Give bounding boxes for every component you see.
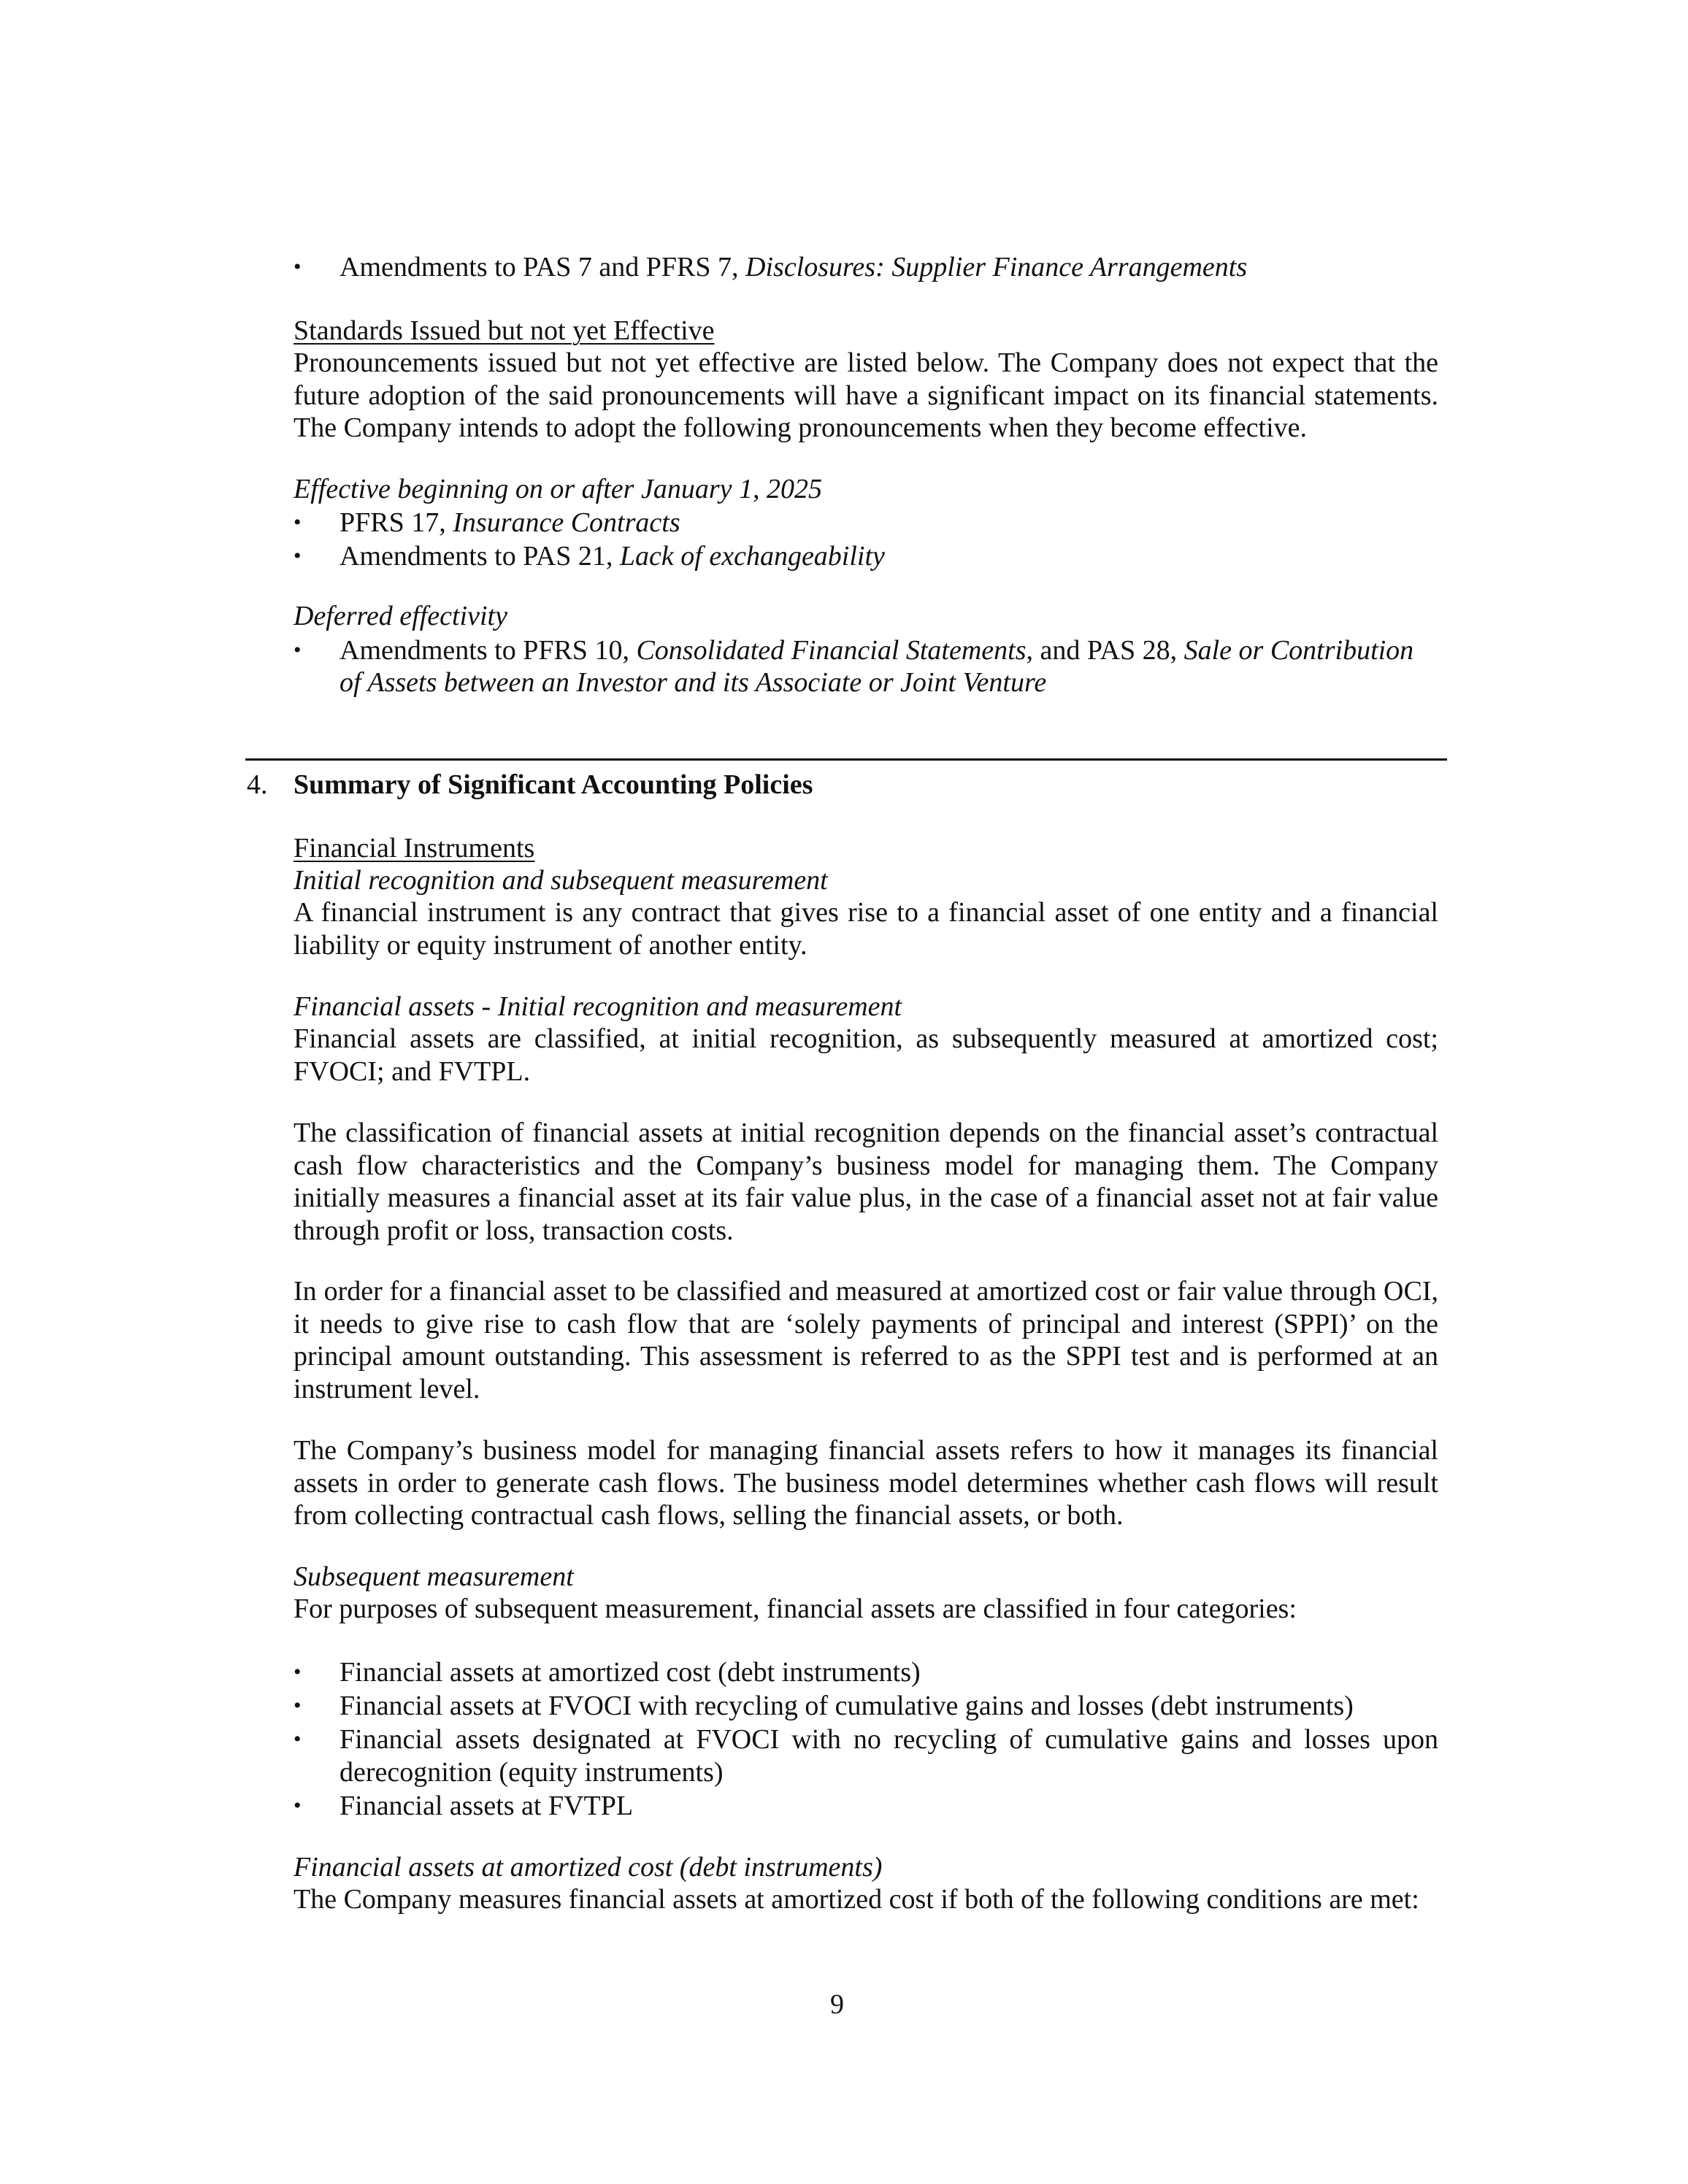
standards-heading: Standards Issued but not yet Effective (294, 315, 715, 346)
category-item: Financial assets at amortized cost (debt instruments) (339, 1657, 921, 1688)
financial-assets-initial-paragraph: Financial assets are classified, at initial recognition, as subsequently measured at amortized cost; FVOCI; and FVTPL. (294, 1023, 1438, 1087)
page-number: 9 (830, 1989, 844, 2020)
sppi-paragraph: In order for a financial asset to be classified and measured at amortized cost or fair value through OCI, it needs to give rise to cash flow that are ‘solely payments of principal and interest (SPPI)’ on the principal amount outstanding. This assessment is referred to as the SPPI test and is performed at an instrument level. (294, 1276, 1438, 1404)
subsequent-measurement-heading: Subsequent measurement (294, 1561, 574, 1592)
bullet-icon: • (294, 544, 302, 568)
section-title: Summary of Significant Accounting Policies (294, 769, 813, 800)
financial-instruments-heading: Financial Instruments (294, 833, 535, 864)
section-number: 4. (247, 769, 268, 800)
top-bullet-item: Amendments to PAS 7 and PFRS 7, Disclosures: Supplier Finance Arrangements (339, 252, 1248, 282)
category-item: Financial assets designated at FVOCI with no recycling of cumulative gains and losses upon derecognition (equity instruments) (339, 1724, 1438, 1788)
effective-2025-item: PFRS 17, Insurance Contracts (339, 507, 680, 538)
category-item: Financial assets at FVOCI with recycling of cumulative gains and losses (debt instruments) (339, 1691, 1354, 1721)
amortized-cost-heading: Financial assets at amortized cost (debt instruments) (294, 1852, 883, 1883)
category-item: Financial assets at FVTPL (339, 1791, 634, 1821)
bullet-icon: • (294, 255, 302, 279)
deferred-item-continuation: of Assets between an Investor and its Associate or Joint Venture (339, 667, 1047, 698)
amortized-cost-paragraph: The Company measures financial assets at amortized cost if both of the following conditions are met: (294, 1884, 1419, 1915)
effective-2025-heading: Effective beginning on or after January 1, 2025 (294, 474, 822, 504)
bullet-icon: • (294, 1693, 302, 1718)
classification-paragraph: The classification of financial assets at initial recognition depends on the financial asset’s contractual cash flow characteristics and the Company’s business model for managing them. The Company initially measures a financial asset at its fair value plus, in the case of a financial asset not at fair value through profit or loss, transaction costs. (294, 1118, 1438, 1246)
bullet-icon: • (294, 638, 302, 662)
subsequent-measurement-paragraph: For purposes of subsequent measurement, financial assets are classified in four categories: (294, 1593, 1297, 1624)
business-model-paragraph: The Company’s business model for managing financial assets refers to how it manages its financial assets in order to generate cash flows. The business model determines whether cash flows will result from collecting contractual cash flows, selling the financial assets, or both. (294, 1435, 1438, 1531)
section-divider (245, 758, 1447, 761)
financial-instruments-paragraph: A financial instrument is any contract that gives rise to a financial asset of one entity and a financial liability or equity instrument of another entity. (294, 897, 1438, 961)
bullet-icon: • (294, 1660, 302, 1684)
bullet-icon: • (294, 1727, 302, 1751)
deferred-item: Amendments to PFRS 10, Consolidated Financial Statements, and PAS 28, Sale or Contribution (339, 635, 1414, 666)
financial-instruments-subheading: Initial recognition and subsequent measurement (294, 865, 828, 896)
standards-paragraph: Pronouncements issued but not yet effective are listed below. The Company does not expect that the future adoption of the said pronouncements will have a significant impact on its financial statements. The Company intends to adopt the following pronouncements when they become effective. (294, 347, 1438, 443)
bullet-icon: • (294, 510, 302, 534)
deferred-heading: Deferred effectivity (294, 601, 507, 631)
effective-2025-item: Amendments to PAS 21, Lack of exchangeability (339, 541, 885, 572)
bullet-icon: • (294, 1793, 302, 1818)
financial-assets-initial-heading: Financial assets - Initial recognition and measurement (294, 991, 902, 1022)
